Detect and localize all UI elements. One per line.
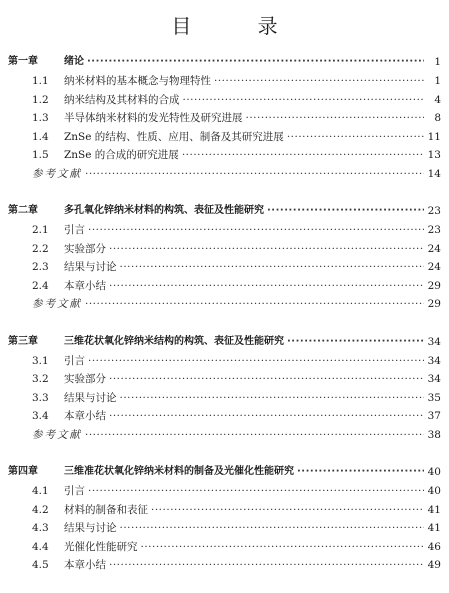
dot-leader [109,557,424,573]
entry-title: 本章小结 [64,559,106,571]
entry-title: 多孔氧化锌纳米材料的构筑、表征及性能研究 [64,205,264,216]
entry-title: 光催化性能研究 [64,540,138,553]
entry-title: 纳米材料的基本概念与物理特性 [64,75,211,87]
toc-section-entry[interactable] [0,92,449,108]
toc-section-entry[interactable] [0,147,449,163]
page-number: 14 [427,167,441,180]
entry-title: 实验部分 [64,373,106,385]
entry-title: 本章小结 [64,279,106,292]
entry-number: 2.1 [32,224,49,236]
page-number: 40 [427,485,441,497]
toc-references-entry[interactable] [0,296,449,312]
dot-leader [88,353,424,369]
entry-title: 结果与讨论 [64,261,117,273]
page-number: 23 [427,224,441,236]
entry-title: 结果与讨论 [64,391,117,404]
page-number: 24 [427,261,441,273]
dot-leader [287,129,424,145]
toc-section-entry[interactable] [0,278,449,294]
entry-number: 4.1 [32,485,49,497]
page-number: 1 [434,56,441,68]
toc-section-entry[interactable] [0,502,449,518]
page-number: 49 [427,559,441,571]
dot-leader [85,166,424,182]
toc-section-entry[interactable] [0,222,449,238]
page-number: 29 [427,279,441,292]
dot-leader [297,464,424,480]
entry-number: 第一章 [8,56,38,67]
page-number: 4 [434,93,441,106]
dot-leader [287,334,424,350]
dot-leader [120,259,425,275]
dot-leader [109,241,424,257]
dot-leader [267,203,424,219]
entry-title: 结果与讨论 [64,522,117,534]
page-number: 13 [427,149,441,161]
toc-chapter-entry[interactable] [0,334,449,350]
entry-number: 2.4 [32,279,49,292]
toc-section-entry[interactable] [0,129,449,145]
entry-title: 参考文献 [32,167,82,180]
toc-references-entry[interactable] [0,427,449,443]
entry-number: 2.2 [32,242,49,255]
page-number: 34 [427,373,441,385]
entry-number: 1.5 [32,149,49,161]
dot-leader [182,147,424,163]
toc-chapter-entry[interactable] [0,464,449,480]
entry-number: 第二章 [8,205,38,216]
entry-title: 半导体纳米材料的发光特性及研究进展 [64,112,243,124]
entry-number: 3.4 [32,410,49,422]
dot-leader [109,408,424,424]
dot-leader [183,92,425,108]
entry-number: 1.1 [32,75,49,87]
entry-number: 第三章 [8,335,38,347]
toc-chapter-entry[interactable] [0,54,449,70]
entry-title: 引言 [64,354,85,367]
dot-leader [120,520,425,536]
entry-title: 三维准花状氧化锌纳米材料的制备及光催化性能研究 [64,466,294,477]
dot-leader [141,539,425,555]
dot-leader [85,427,424,443]
entry-title: 绪论 [64,56,84,67]
page-number: 38 [427,428,441,441]
page-number: 37 [427,410,441,422]
entry-number: 2.3 [32,261,49,273]
entry-number: 4.3 [32,522,49,534]
entry-title: 实验部分 [64,242,106,255]
dot-leader [87,54,424,70]
toc-section-entry[interactable] [0,520,449,536]
dot-leader [151,502,424,518]
page-number: 34 [427,335,441,348]
entry-title: 纳米结构及其材料的合成 [64,93,180,106]
toc-chapter-entry[interactable] [0,203,449,219]
entry-number: 1.2 [32,93,49,106]
entry-number: 4.4 [32,540,49,553]
toc-section-entry[interactable] [0,371,449,387]
page-number: 8 [434,112,441,124]
entry-number: 4.2 [32,503,49,516]
page-title: 目 录 [171,14,308,38]
toc-section-entry[interactable] [0,259,449,275]
toc-section-entry[interactable] [0,353,449,369]
page-number: 35 [427,391,441,404]
page-number: 40 [427,466,441,478]
entry-number: 1.3 [32,112,49,124]
entry-title: 引言 [64,485,85,497]
toc-section-entry[interactable] [0,408,449,424]
toc-section-entry[interactable] [0,483,449,499]
entry-number: 3.1 [32,354,49,367]
page-number: 46 [427,540,441,553]
entry-title: 引言 [64,224,85,236]
dot-leader [109,278,424,294]
dot-leader [120,390,425,406]
entry-title: ZnSe 的结构、性质、应用、制备及其研究进展 [64,130,284,143]
page-number: 24 [427,242,441,255]
dot-leader [246,110,425,126]
toc-section-entry[interactable] [0,390,449,406]
dot-leader [109,371,424,387]
page-number: 41 [427,522,441,534]
toc-section-entry[interactable] [0,539,449,555]
dot-leader [214,73,424,89]
dot-leader [88,483,424,499]
page-number: 11 [427,130,441,143]
toc-references-entry[interactable] [0,166,449,182]
dot-leader [85,296,424,312]
entry-number: 3.3 [32,391,49,404]
entry-number: 1.4 [32,130,49,143]
toc-section-entry[interactable] [0,557,449,573]
toc-section-entry[interactable] [0,110,449,126]
entry-number: 4.5 [32,559,49,571]
page-number: 23 [427,205,441,217]
entry-title: ZnSe 的合成的研究进展 [64,149,179,161]
toc-section-entry[interactable] [0,241,449,257]
entry-title: 参考文献 [32,298,82,310]
entry-title: 本章小结 [64,410,106,422]
entry-number: 3.2 [32,373,49,385]
page-number: 41 [427,503,441,516]
entry-title: 三维花状氧化锌纳米结构的构筑、表征及性能研究 [64,335,284,347]
page-number: 29 [427,298,441,310]
toc-section-entry[interactable] [0,73,449,89]
page-number: 34 [427,354,441,367]
page-number: 1 [434,75,441,87]
dot-leader [88,222,424,238]
entry-title: 材料的制备和表征 [64,503,148,516]
entry-number: 第四章 [8,466,38,477]
entry-title: 参考文献 [32,428,82,441]
